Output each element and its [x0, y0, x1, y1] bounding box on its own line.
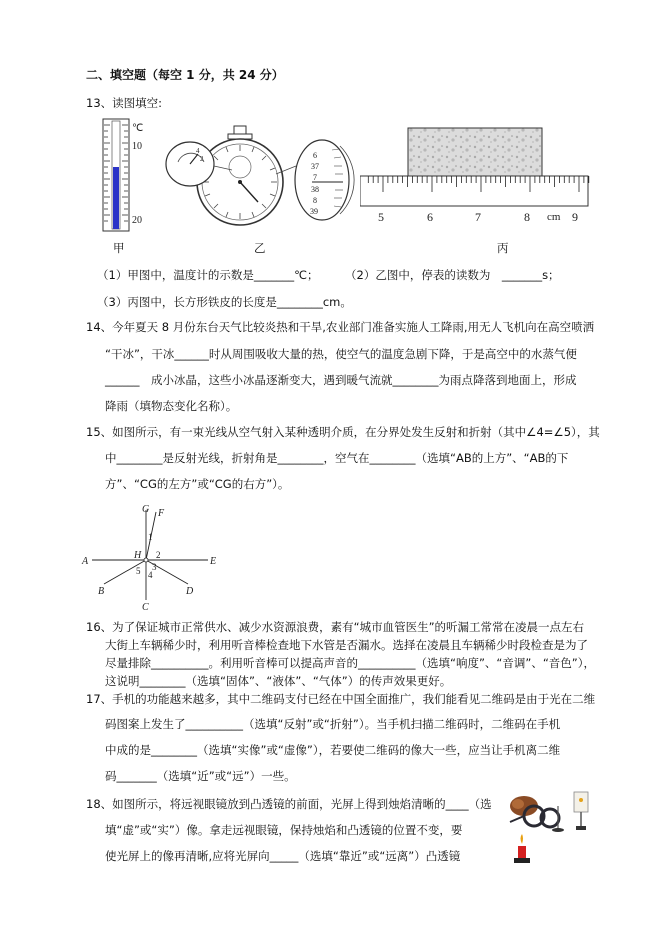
svg-text:G: G — [142, 504, 150, 515]
thermometer-figure — [96, 115, 156, 233]
q13-answer-2: （2）乙图中，停表的读数为 _______s； — [345, 268, 560, 282]
ruler-tick-label: 8 — [524, 210, 530, 224]
q17-line: 码_______（选填“近”或“远”）一些。 — [105, 769, 296, 783]
q14-line: “干冰”，干冰______时从周围吸收大量的热，使空气的温度急剧下降，于是高空中的水蒸气便 — [105, 347, 577, 361]
thermometer-tick-label: 20 — [132, 215, 142, 226]
svg-text:6: 6 — [313, 151, 317, 160]
ruler-unit-label: cm — [547, 211, 561, 223]
lens-experiment-photo — [500, 786, 600, 868]
q14-line: 14、今年夏天 8 月份东台天气比较炎热和干旱,农业部门准备实施人工降雨,用无人飞机向在高空喷洒 — [86, 320, 595, 334]
q17-line: 码图案上发生了__________（选填“反射”或“折射”）。当手机扫描二维码时，二维码在手机 — [105, 717, 561, 731]
svg-text:39: 39 — [310, 207, 318, 216]
svg-text:1: 1 — [148, 532, 153, 542]
thermometer-unit-label: ℃ — [132, 123, 144, 134]
svg-text:8: 8 — [313, 196, 317, 205]
svg-text:4: 4 — [196, 147, 200, 155]
svg-text:37: 37 — [311, 162, 319, 171]
figure-label-yi: 乙 — [254, 241, 266, 255]
q16-line: 大街上车辆稀少时，利用听音棒检查地下水管是否漏水。选择在凌晨且车辆稀少时段检查是为了 — [105, 638, 588, 652]
svg-text:H: H — [134, 550, 142, 561]
q14-line: 降雨（填物态变化名称）。 — [105, 399, 238, 413]
svg-text:F: F — [158, 508, 165, 519]
svg-text:2: 2 — [200, 155, 204, 163]
svg-text:D: D — [186, 586, 194, 597]
q15-line: 方”、“CG的左方”或“CG的右方”）。 — [105, 477, 290, 491]
q18-line: 填“虚”或“实”）像。拿走远视眼镜，保持烛焰和凸透镜的位置不变，要 — [105, 823, 463, 837]
refraction-diagram — [80, 500, 220, 612]
svg-text:2: 2 — [156, 550, 161, 560]
ruler-tick-label: 9 — [572, 210, 578, 224]
q18-line: 18、如图所示，将远视眼镜放到凸透镜的前面，光屏上得到烛焰清晰的____（选 — [86, 797, 492, 811]
ruler-tick-label: 6 — [427, 210, 433, 224]
svg-text:A: A — [82, 556, 89, 567]
svg-text:C: C — [142, 602, 149, 612]
q18-line: 使光屏上的像再清晰,应将光屏向_____（选填“靠近”或“远离”）凸透镜 — [105, 849, 461, 863]
q17-line: 中成的是________（选填“实像”或“虚像”），若要使二维码的像大一些，应当让手机离二维 — [105, 743, 561, 757]
thermometer-tick-label: 10 — [132, 141, 142, 152]
q14-line: ______ 成小冰晶，这些小冰晶逐渐变大，遇到暖气流就________为雨点降落到地面上，形成 — [105, 373, 577, 387]
ruler-tick-label: 7 — [475, 210, 481, 224]
q16-line: 尽量排除__________。利用听音棒可以提高声音的__________（选填“响度”、“音调”、“音色”）， — [105, 656, 595, 670]
section-title: 二、填空题（每空 1 分，共 24 分） — [86, 68, 284, 82]
figure-label-bing: 丙 — [497, 241, 509, 255]
svg-text:3: 3 — [152, 562, 157, 572]
svg-text:E: E — [210, 556, 217, 567]
figure-label-jia: 甲 — [113, 241, 125, 255]
ruler-figure — [360, 124, 590, 232]
q17-line: 17、手机的功能越来越多，其中二维码支付已经在中国全面推广，我们能看见二维码是由于光在二维 — [86, 692, 596, 706]
q15-line: 中________是反射光线，折射角是________，空气在________（选填“AB的上方”、“AB的下 — [105, 451, 569, 465]
svg-text:B: B — [98, 586, 105, 597]
svg-text:7: 7 — [313, 173, 317, 182]
q13-answer-3: （3）丙图中，长方形铁皮的长度是________cm。 — [97, 295, 352, 309]
q16-line: 这说明________（选填“固体”、“液体”、“气体”）的传声效果更好。 — [105, 674, 452, 688]
svg-text:5: 5 — [136, 566, 141, 576]
ruler-tick-label: 5 — [378, 210, 384, 224]
q13-answer-1: （1）甲图中，温度计的示数是_______℃； — [97, 268, 319, 282]
stopwatch-figure — [160, 122, 355, 232]
q13-intro: 13、读图填空: — [86, 96, 163, 110]
q15-line: 15、如图所示，有一束光线从空气射入某种透明介质，在分界处发生反射和折射（其中∠4=∠5），其 — [86, 425, 600, 439]
svg-text:4: 4 — [148, 570, 153, 580]
q16-line: 16、为了保证城市正常供水、减少水资源浪费，素有“城市血管医生”的听漏工常常在凌晨一点左右 — [86, 620, 585, 634]
svg-text:38: 38 — [311, 185, 319, 194]
